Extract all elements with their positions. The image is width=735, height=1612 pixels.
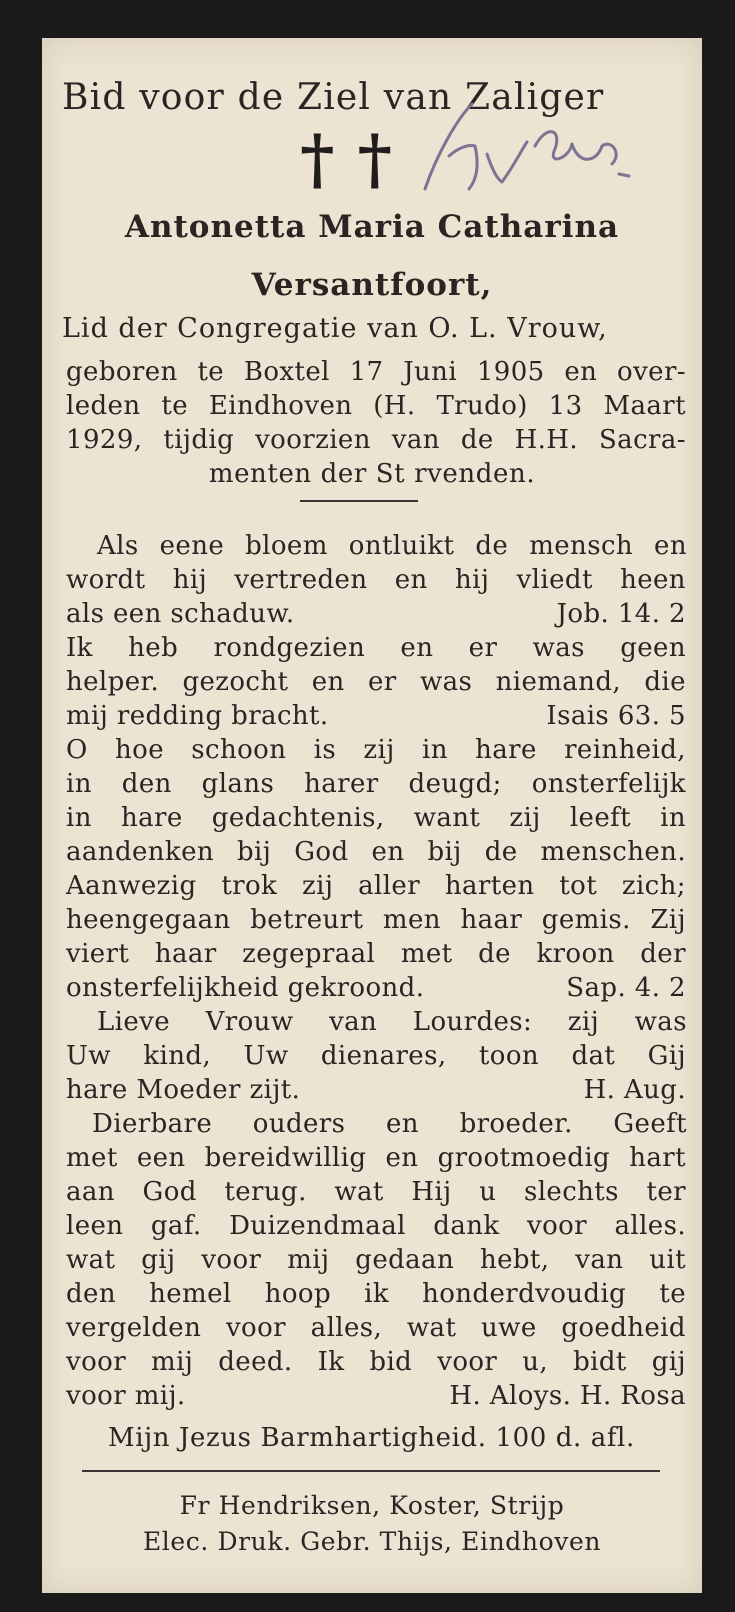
word: ouders [252,1109,346,1139]
word: tot [559,871,598,901]
word: niemand, [495,667,622,697]
word: de [478,939,511,969]
word: bij [427,837,462,867]
word: geen [620,633,686,663]
word: haar [154,939,217,969]
word: en [371,837,405,867]
word: en [311,667,345,697]
word: voor [526,1211,588,1241]
word: H. Aloys. H. Rosa [449,1381,686,1411]
word: God [142,1177,197,1207]
word: Uw [243,1041,289,1071]
word: Geeft [613,1109,687,1139]
word: Hij [411,1177,452,1207]
word: den [66,1279,116,1309]
word: vertreden [234,565,368,595]
word: Zij [650,905,686,935]
word: en [564,357,598,387]
word: geboren [66,357,178,387]
word: Lieve [97,1007,171,1037]
word: u, [522,1347,549,1377]
word: slechts [523,1177,619,1207]
word: hare [121,803,183,833]
word: een [136,1143,186,1173]
word: leen [66,1211,124,1241]
word: deed. [218,1347,293,1377]
word: Duizendmaal [229,1211,406,1241]
word: wat [406,1313,457,1343]
footer-line-2: Elec. Druk. Gebr. Thijs, Eindhoven [142,1527,602,1556]
verse-line [66,666,686,698]
word: 1929, [66,425,143,455]
word: van [575,1245,624,1275]
word: was [532,633,585,663]
word: die [644,667,686,697]
word: zich; [621,871,686,901]
word: Gij [647,1041,686,1071]
word: gij [141,1245,176,1275]
word: alles. [614,1211,686,1241]
word: mij [287,1245,330,1275]
word: hare Moeder zijt. [66,1075,301,1105]
word: gedachtenis, [211,803,385,833]
word: en [400,633,434,663]
word: ontluikt [348,531,455,561]
word: mensch [529,531,634,561]
word: leeft [569,803,631,833]
deceased-name-line2: Versantfoort, [251,267,493,303]
word: voorzien [255,425,371,455]
bio-line-2 [66,356,686,388]
word: in [421,735,448,765]
indulgence-line: Mijn Jezus Barmhartigheid. 100 d. afl. [108,1423,635,1453]
word: God [294,837,349,867]
word: en [394,565,428,595]
word: Ik [317,1347,345,1377]
verse-line [66,1244,686,1276]
word: aandenken [66,837,215,867]
word: bloem [245,531,328,561]
word: er [367,667,397,697]
verse-line [66,1074,686,1106]
word: als een schaduw. [66,599,295,629]
word: terug. [224,1177,307,1207]
verse-line [97,530,687,562]
word: 13 [548,391,583,421]
word: grootmoedig [437,1143,611,1173]
word: dat [571,1041,616,1071]
verse-line [66,1346,686,1378]
word: u [479,1177,497,1207]
word: Uw [66,1041,111,1071]
word: viert [66,939,130,969]
word: Als [97,531,139,561]
word: Sap. 4. 2 [566,973,686,1003]
prayer-heading: Bid voor de Ziel van Zaliger [62,77,605,118]
verse-line [66,938,686,970]
word: uwe [481,1313,537,1343]
word: tijdig [163,425,235,455]
verse-line [66,1312,686,1344]
word: van [391,425,440,455]
word: mij redding bracht. [66,701,329,731]
word: harten [444,871,535,901]
word: vliedt [516,565,593,595]
word: ter [646,1177,686,1207]
handwritten-signature [397,94,657,204]
word: (H. [373,391,416,421]
word: wordt [66,565,146,595]
word: rondgezien [213,633,366,663]
verse-line [66,870,686,902]
word: de [475,531,509,561]
word: H. Aug. [583,1075,686,1105]
word: toon [478,1041,540,1071]
word: de [484,837,518,867]
word: broeder. [459,1109,573,1139]
word: bereidwillig [204,1143,367,1173]
word: onsterfelijkheid gekroond. [66,973,425,1003]
verse-line [97,1006,687,1038]
word: Sacra- [598,425,686,455]
word: heen [620,565,686,595]
word: voor [66,1347,127,1377]
word: uit [649,1245,686,1275]
word: den [121,769,172,799]
word: trok [221,871,278,901]
word: schoon [191,735,287,765]
verse-line [66,836,686,868]
word: Aanwezig [66,871,197,901]
word: heb [128,633,179,663]
word: en [654,531,687,561]
word: te [659,1279,686,1309]
bio-line-5: menten der St rvenden. [208,459,536,489]
word: der [640,939,686,969]
word: zij [302,871,334,901]
word: gedaan [355,1245,455,1275]
word: in [660,803,686,833]
word: hebt, [479,1245,550,1275]
bio-line-1: Lid der Congregatie van O. L. Vrouw, [62,313,608,344]
word: voor mij. [66,1381,186,1411]
word: Job. 14. 2 [556,599,686,629]
word: glans [201,769,275,799]
word: over- [617,357,686,387]
word: men [382,905,441,935]
word: honderdvoudig [422,1279,627,1309]
word: haar [460,905,523,935]
word: aller [358,871,421,901]
word: ik [364,1279,389,1309]
crosses: † † [300,120,393,198]
word: gaf. [150,1211,202,1241]
word: in [66,803,92,833]
word: bid [369,1347,413,1377]
word: bij [237,837,272,867]
word: zij [363,735,395,765]
memorial-card [42,38,702,1593]
word: was [419,667,473,697]
verse-line [66,1176,686,1208]
divider-bottom [82,1470,660,1472]
word: zegepraal [242,939,376,969]
word: is [313,735,337,765]
word: Vrouw [205,1007,294,1037]
word: 17 [349,357,384,387]
divider-top [300,500,418,502]
deceased-name-line1: Antonetta Maria Catharina [124,209,620,245]
word: vergelden [66,1313,202,1343]
word: van [329,1007,378,1037]
word: eene [159,531,225,561]
word: hij [172,565,208,595]
verse-line [66,904,686,936]
word: wat [66,1245,116,1275]
verse-line [66,700,686,732]
verse-line [66,972,686,1004]
word: goedheid [561,1313,686,1343]
verse-line [66,1278,686,1310]
bio-line-3 [66,390,686,422]
word: menschen. [540,837,686,867]
word: leden [66,391,141,421]
verse-line [66,632,686,664]
word: hij [454,565,490,595]
word: hare [475,735,537,765]
word: hoop [264,1279,331,1309]
word: zij [567,1007,600,1037]
verse-line [92,1108,687,1140]
word: in [66,769,92,799]
word: wat [334,1177,384,1207]
word: te [197,357,225,387]
word: Lourdes: [412,1007,533,1037]
word: hoe [115,735,164,765]
verse-line [66,734,686,766]
word: Ik [66,633,93,663]
verse-line [66,1380,686,1412]
word: was [634,1007,687,1037]
verse-line [66,564,686,596]
word: de [460,425,494,455]
word: voor [437,1347,498,1377]
word: gezocht [182,667,289,697]
word: O [66,735,88,765]
word: H.H. [514,425,579,455]
word: onsterfelijk [531,769,686,799]
word: Eindhoven [208,391,353,421]
word: heengegaan [66,905,231,935]
word: mij [151,1347,194,1377]
word: met [66,1143,118,1173]
word: hart [629,1143,686,1173]
verse-line [66,1210,686,1242]
word: gemis. [541,905,631,935]
word: gij [651,1347,686,1377]
word: dienares, [320,1041,447,1071]
word: harer [304,769,379,799]
word: en [385,1143,419,1173]
word: te [161,391,188,421]
verse-line [66,768,686,800]
verse-line [66,1040,686,1072]
word: Dierbare [92,1109,213,1139]
word: 1905 [476,357,545,387]
word: kroon [536,939,615,969]
word: er [468,633,498,663]
word: Juni [403,357,458,387]
word: betreurt [250,905,364,935]
word: reinheid, [564,735,686,765]
word: Boxtel [243,357,330,387]
word: want [413,803,481,833]
word: Isais 63. 5 [546,701,686,731]
word: aan [66,1177,115,1207]
word: voor [225,1313,286,1343]
word: deugd; [408,769,502,799]
word: bidt [573,1347,627,1377]
verse-line [66,598,686,630]
word: alles, [310,1313,383,1343]
word: zij [509,803,541,833]
word: dank [433,1211,500,1241]
word: Maart [603,391,686,421]
verse-line [66,802,686,834]
word: met [400,939,453,969]
word: kind, [143,1041,212,1071]
bio-line-4 [66,424,686,456]
verse-line [66,1142,686,1174]
word: hemel [149,1279,232,1309]
word: Trudo) [436,391,528,421]
footer-line-1: Fr Hendriksen, Koster, Strijp [179,1491,565,1520]
word: voor [201,1245,262,1275]
word: helper. [66,667,160,697]
word: en [386,1109,419,1139]
